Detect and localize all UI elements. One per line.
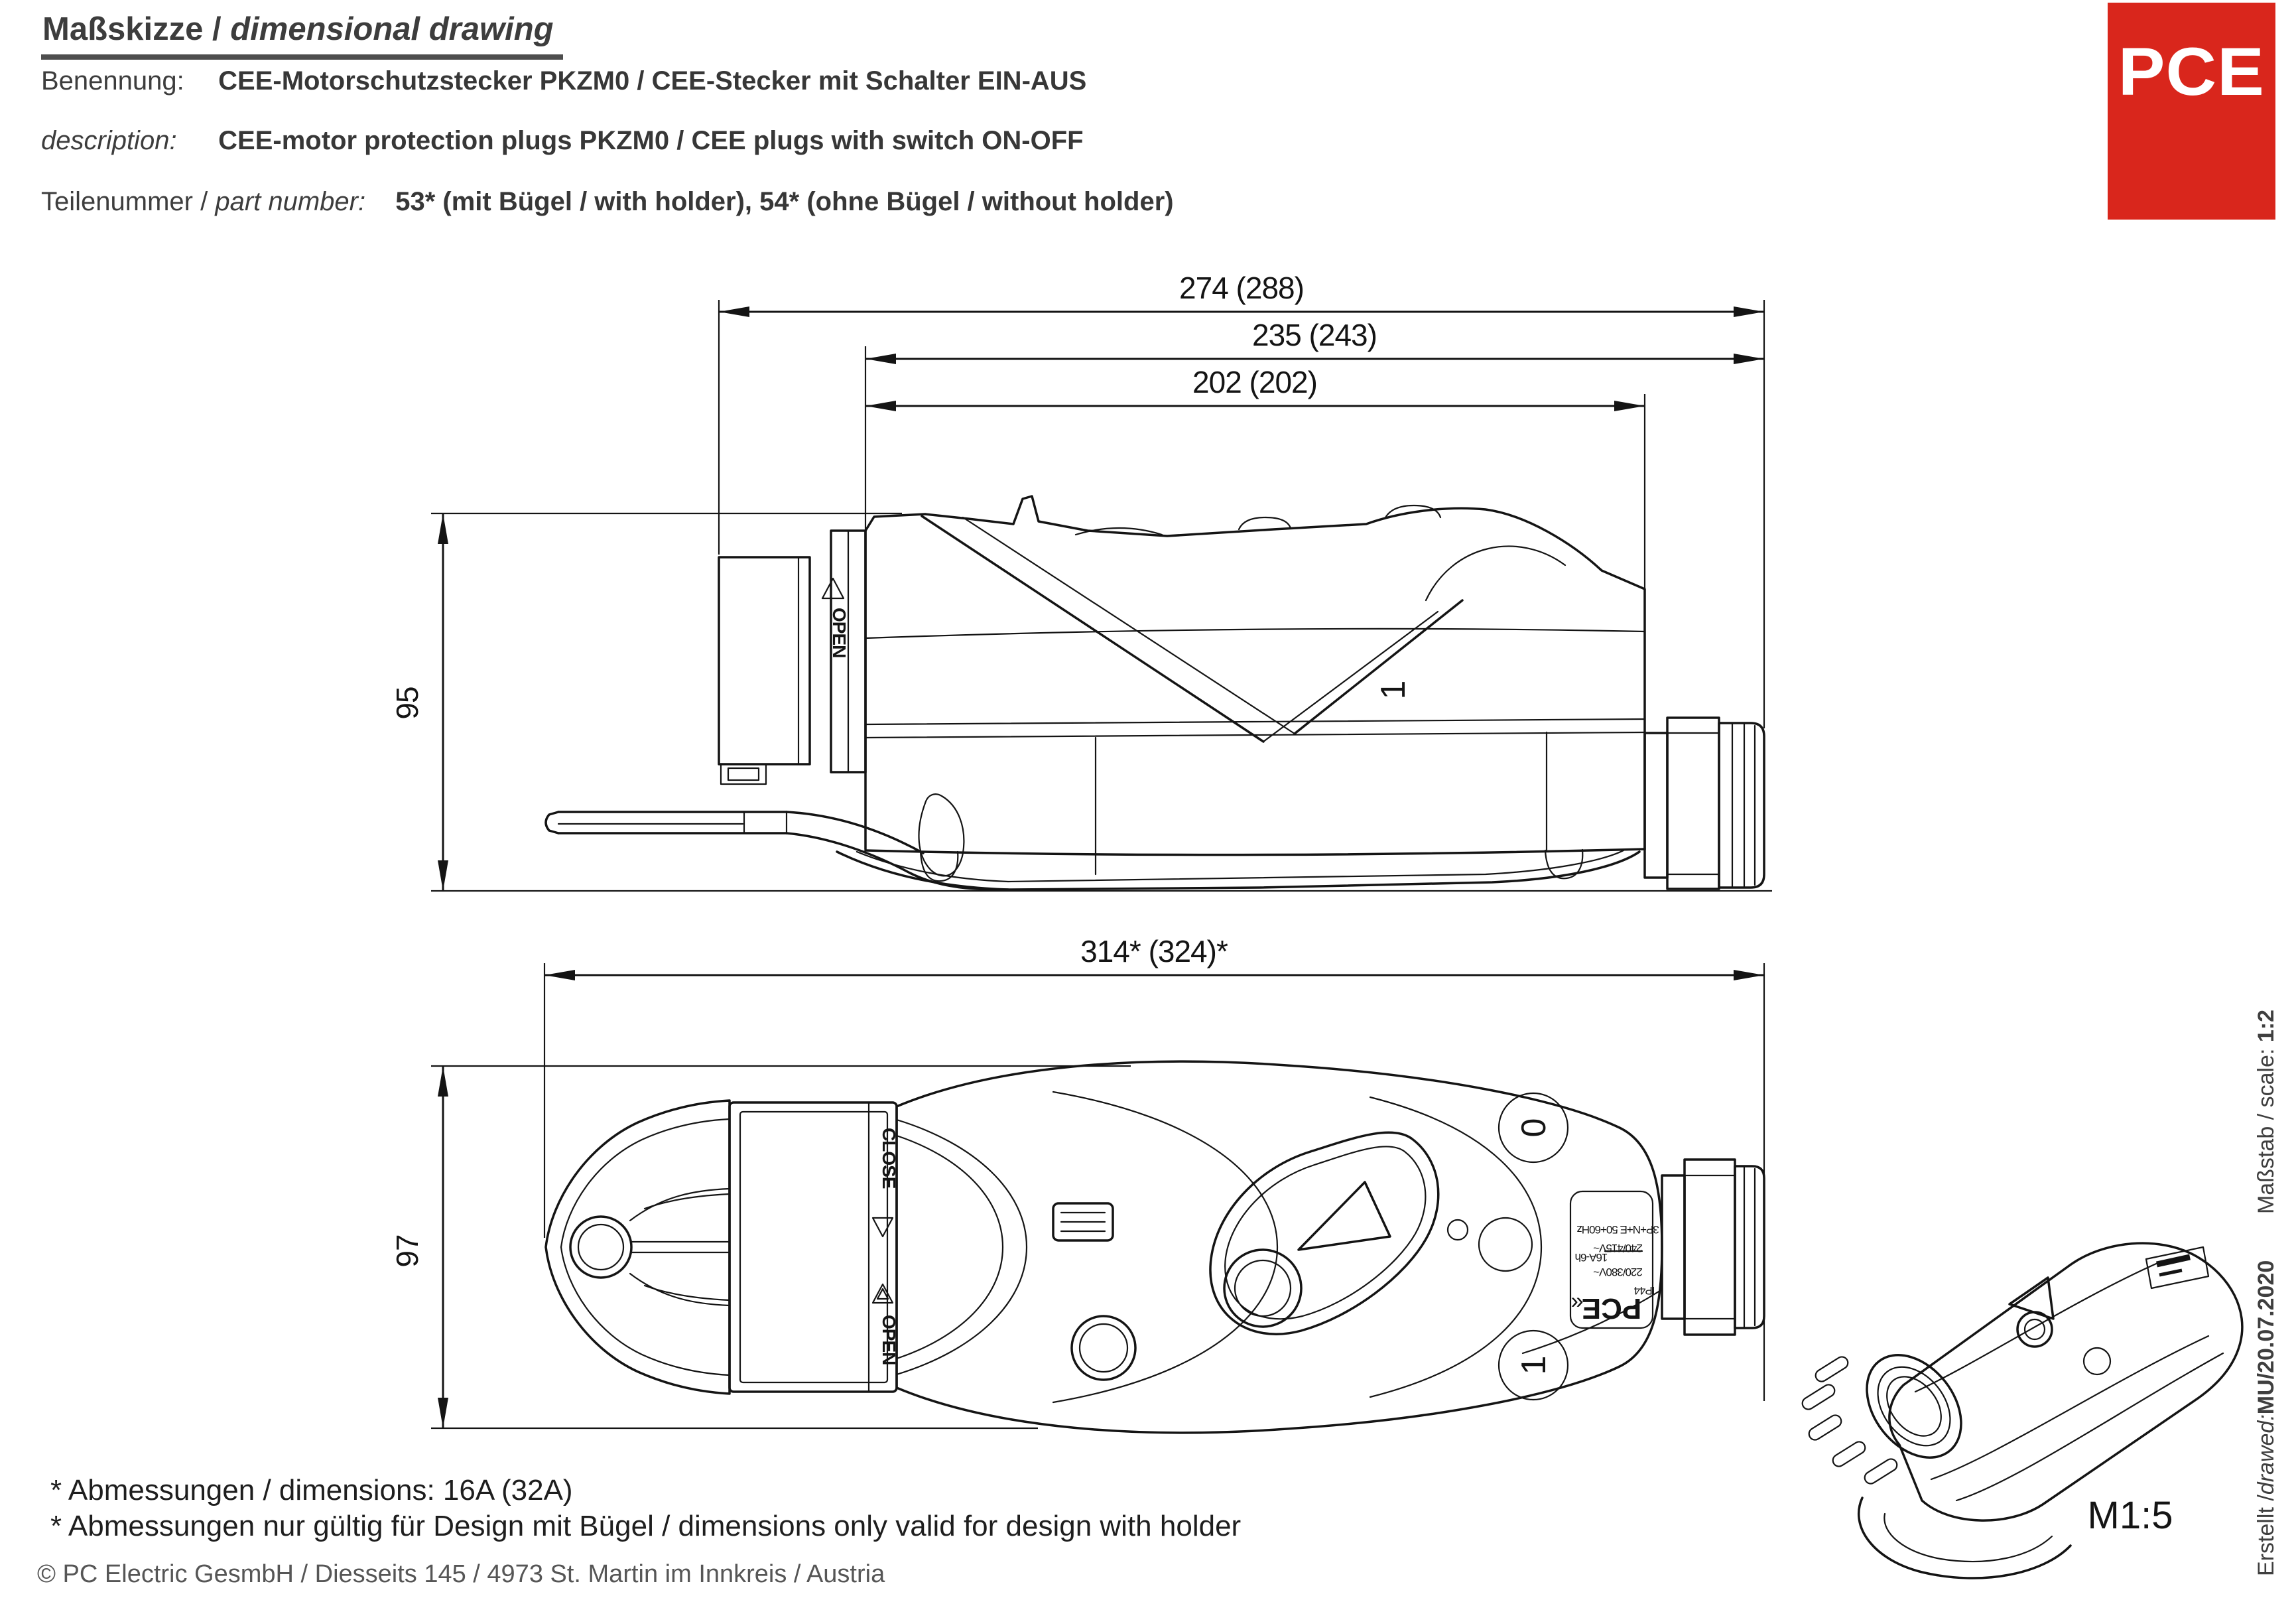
side-switch-position: 1 [1374,680,1413,700]
holder-bracket [546,794,1008,890]
dim-body-length: 235 (243) [1252,318,1377,352]
dim-side-height: 95 [390,687,424,720]
holder-teardrop [546,1101,730,1394]
close-label: CLOSE [879,1128,899,1189]
part-number-value: 53* (mit Bügel / with holder), 54* (ohne Bügel / without holder) [395,187,1174,216]
bottom-view [390,934,1764,1433]
nameplate-line3: 220/380V~ [1594,1266,1643,1278]
switch-lever [1210,1132,1438,1334]
nameplate-brand: PCE [1581,1292,1642,1325]
cable-gland-side [1645,718,1764,889]
switch-pos-1: 1 [1515,1355,1553,1375]
scale-label: Maßstab / scale: [2254,1042,2279,1215]
scale-group [2254,1010,2279,1214]
close-arrow-icon [873,1218,893,1236]
footnote-holder: * Abmessungen nur gültig für Design mit Bügel / dimensions only valid for design with holder [50,1510,1242,1542]
nameplate-chevrons: « [1570,1291,1584,1316]
description-value: CEE-motor protection plugs PKZM0 / CEE plugs with switch ON-OFF [218,126,1084,155]
pce-logo-text: PCE [2118,34,2265,109]
side-open-label: OPEN [829,608,850,658]
release-slider [1053,1203,1113,1240]
nameplate-line2: 240/415V~ [1594,1242,1643,1254]
description-label: description: [41,126,177,155]
part-number-label: Teilenummer / part number: [41,187,366,216]
page-title-main: Maßskizze / [42,11,222,47]
isometric-view [1800,1243,2242,1578]
dim-front-length: 202 (202) [1192,365,1317,399]
nameplate-ip: IP44 [1634,1284,1655,1297]
created-value: MU/20.07.2020 [2254,1260,2279,1415]
designation-value: CEE-Motorschutzstecker PKZM0 / CEE-Stecker mit Schalter EIN-AUS [218,66,1087,96]
nameplate [1523,1191,1662,1353]
scale-value: 1:2 [2254,1010,2279,1043]
created-label-english: drawed: [2254,1414,2279,1495]
footnote-dimensions: * Abmessungen / dimensions: 16A (32A) [50,1474,573,1506]
title-block-vertical [2254,1010,2279,1576]
dim-overall-length: 274 (288) [1179,271,1304,305]
scale-view-label: M1:5 [2087,1494,2173,1537]
page-title-english: dimensional drawing [230,11,554,47]
created-label: Erstellt / [2254,1495,2279,1576]
switch-pos-0: 0 [1515,1118,1553,1138]
dim-bottom-height: 97 [390,1235,424,1268]
copyright-line: © PC Electric GesmbH / Diesseits 145 / 4973 St. Martin im Innkreis / Austria [37,1560,885,1588]
designation-label: Benennung: [41,66,184,96]
open-warning-icon [873,1284,893,1303]
cable-gland-bottom [1662,1160,1764,1335]
side-view [390,271,1772,891]
bottom-open-label: OPEN [879,1315,899,1365]
open-arrow-icon [822,578,844,598]
dim-bottom-length: 314* (324)* [1080,934,1228,968]
nameplate-current: 16A-6h [1575,1251,1608,1264]
nameplate-line1: 3P+N+E 50+60Hz [1577,1223,1659,1236]
